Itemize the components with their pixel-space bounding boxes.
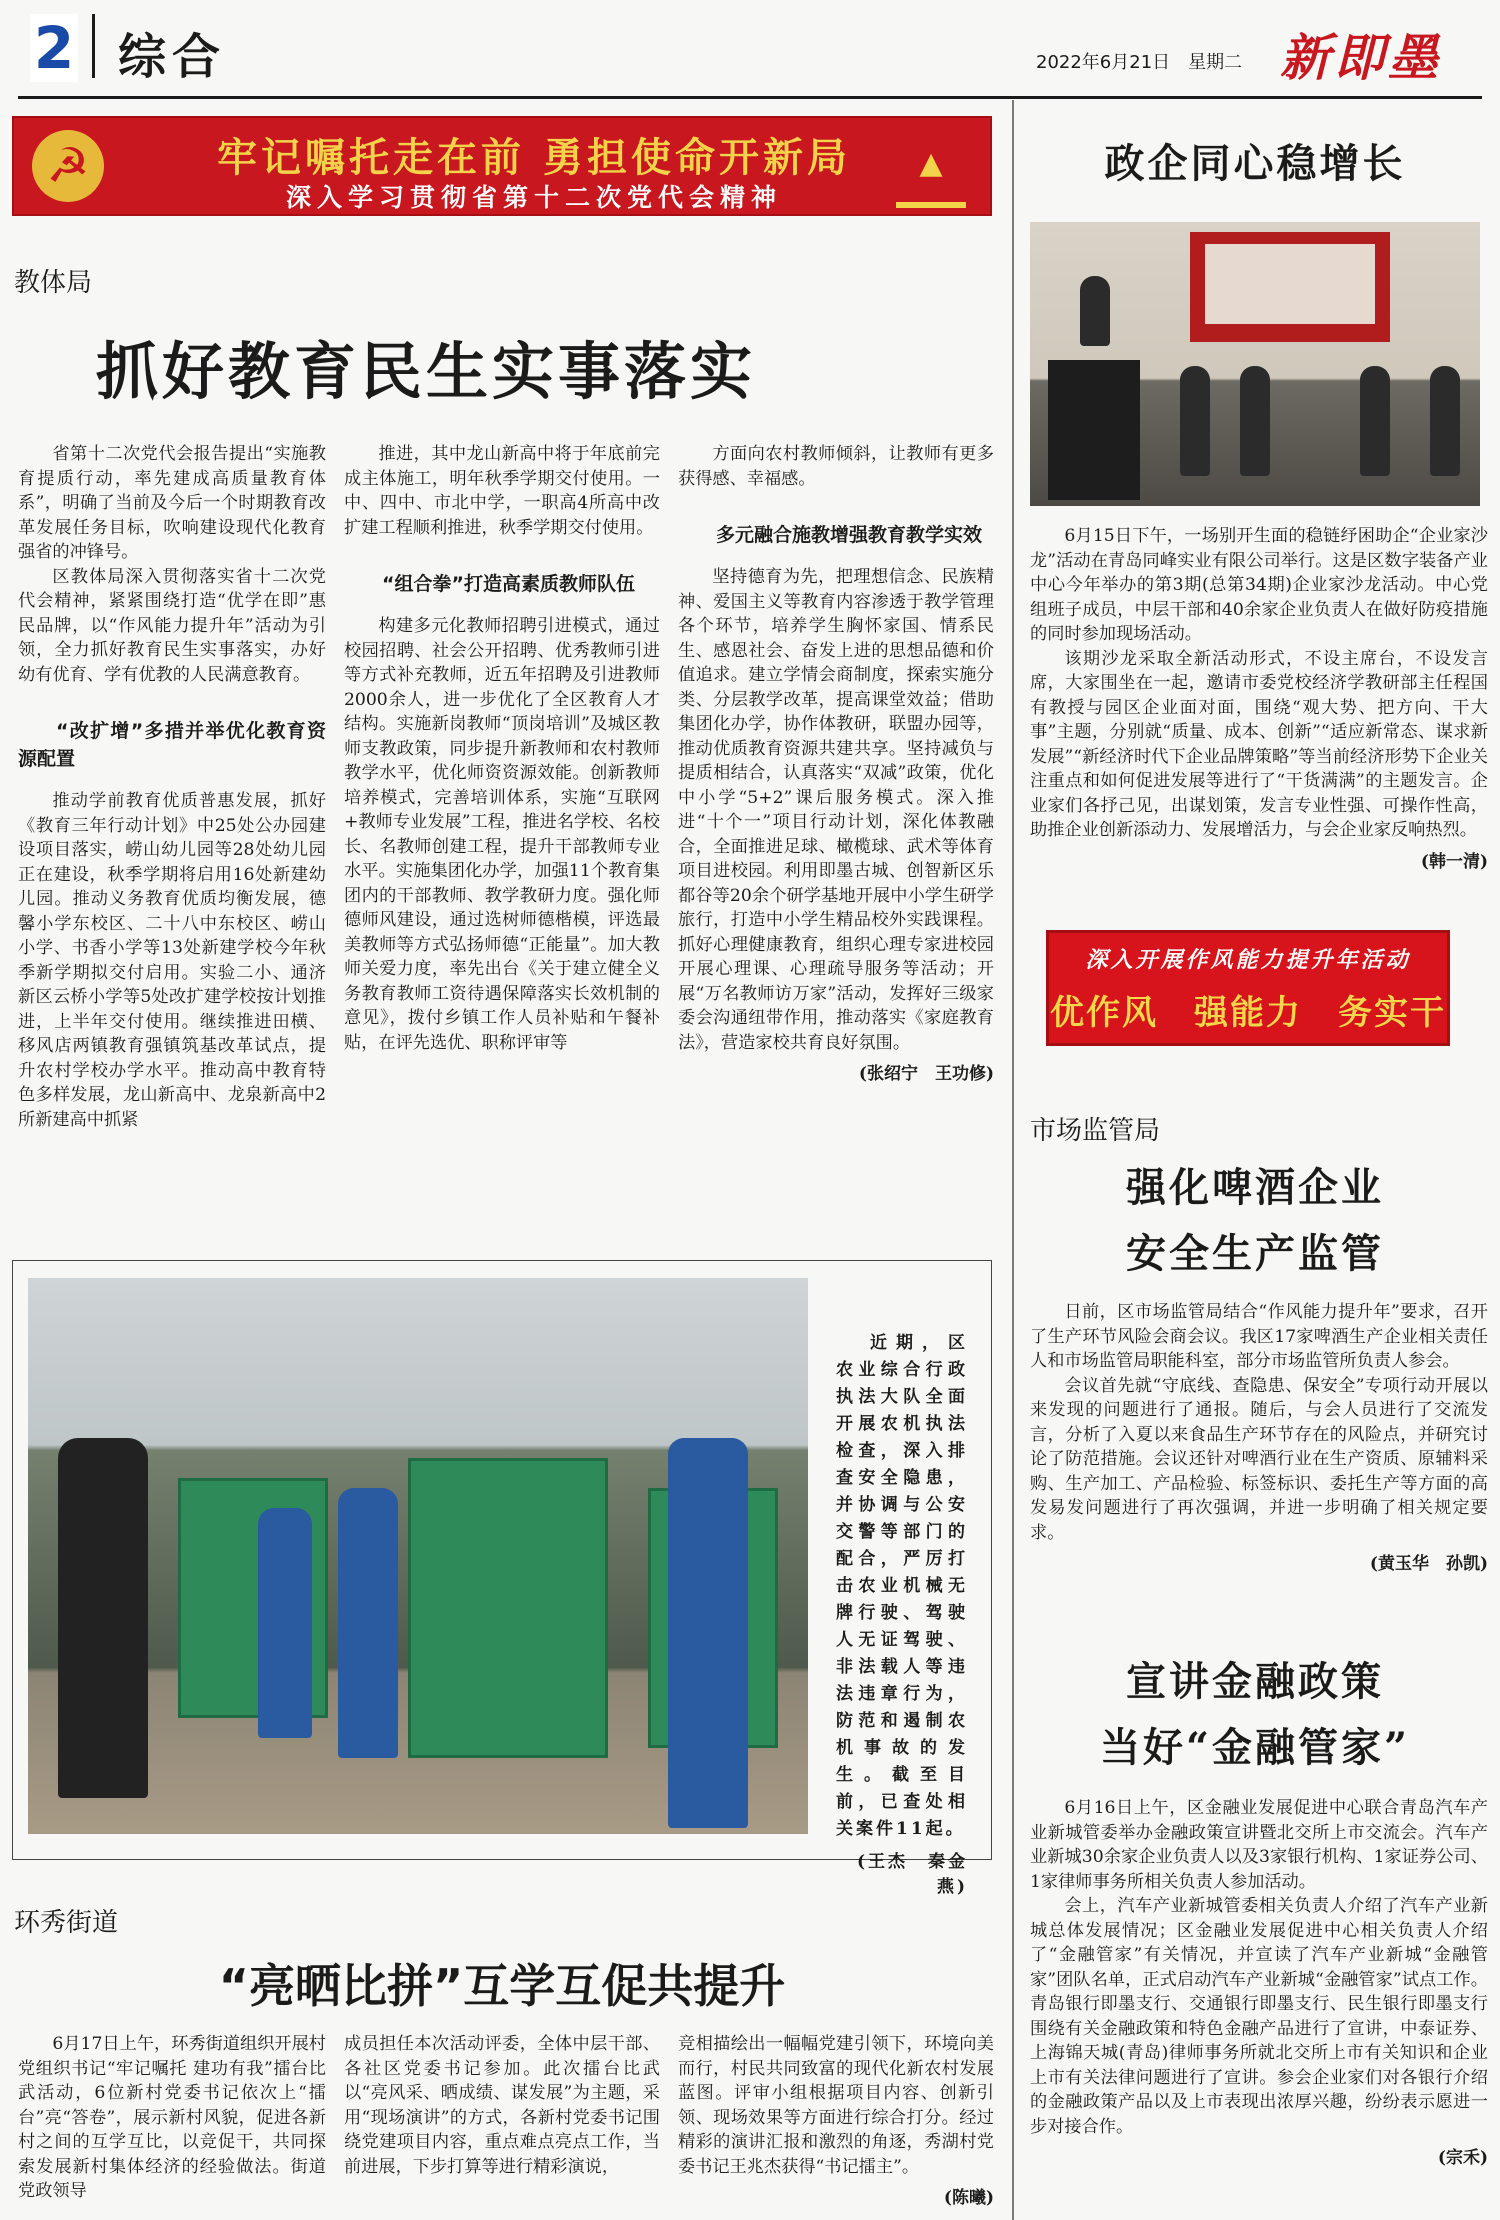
slogan-line-2: 优作风 强能力 务实干 [1050,993,1446,1033]
edu-column-3 [678,442,994,1242]
paragraph: 方面向农村教师倾斜，让教师有更多获得感、幸福感。 [678,444,994,489]
huanxiu-column-3 [678,2032,994,2218]
paragraph: 会上，汽车产业新城管委相关负责人介绍了汽车产业新城总体发展情况；区金融业发展促进中心相关负责人介绍了“金融管家”有关情况，并宣读了汽车产业新城“金融管家”团队名单，正式启动汽车产业新城“金融管家”试点工作。青岛银行即墨支行、交通银行即墨支行、民生银行即墨支行围绕有关金融政策和特色金融产品进行了宣讲，中泰证券、上海锦天城(青岛)律师事务所就北交所上市有关知识和企业上市有关法律问题进行了宣讲。参会企业家们对各银行介绍的金融政策产品以及上市表现出浓厚兴趣，纷纷表示愿进一步对接合作。 [1030,1896,1488,2137]
huanxiu-column-2 [344,2032,660,2216]
edu-column-1 [18,442,326,1232]
warehouse-inspection-photo [28,1278,808,1834]
section-label-market: 市场监管局 [1030,1116,1161,1146]
paragraph: 6月17日上午，环秀街道组织开展村党组织书记“牢记嘱托 建功有我”擂台比武活动，6位新村党委书记依次上“擂台”亮“答卷”，展示新村风貌，促进各新村之间的互学互比，以竞促干，共同探索发展新村集体经济的经验做法。街道党政领导 [18,2034,326,2201]
paragraph: 竞相描绘出一幅幅党建引领下，环境向美而行，村民共同致富的现代化新农村发展蓝图。评审小组根据项目内容、创新引领、现场效果等方面进行综合打分。经过精彩的演讲汇报和激烈的角逐，秀湖村党委书记王兆杰获得“书记擂主”。 [678,2034,994,2177]
subheading: “改扩增”多措并举优化教育资源配置 [18,720,326,770]
byline: (陈曦) [943,2188,994,2208]
paragraph: 日前，区市场监管局结合“作风能力提升年”要求，召开了生产环节风险会商会议。我区17家啤酒生产企业相关责任人和市场监管局职能科室，部分市场监管所负责人参会。 [1030,1302,1488,1371]
hammer-sickle-icon: ☭ [32,130,104,202]
paragraph: 会议首先就“守底线、查隐患、保安全”专项行动开展以来发现的问题进行了通报。随后，与会人员进行了交流发言，分析了入夏以来食品生产环节存在的风险点，并研究讨论了防范措施。会议还针对啤酒行业在生产资质、原辅料采购、生产加工、产品检验、标签标识、委托生产等方面的高发易发问题进行了再次强调，并进一步明确了相关规定要求。 [1030,1375,1488,1543]
paragraph: 区教体局深入贯彻落实省十二次党代会精神，紧紧围绕打造“优学在即”惠民品牌，以“作风能力提升年”活动为引领，全力抓好教育民生实事落实，办好幼有优育、学有优教的人民满意教育。 [18,566,326,685]
headline-finance-1: 宣讲金融政策 [1126,1658,1384,1705]
market-text [1030,1300,1488,1620]
headline-market-2: 安全生产监管 [1126,1230,1384,1277]
edu-column-2 [344,442,660,1232]
section-label-huanxiu: 环秀街道 [14,1908,119,1938]
byline: (王杰 秦金燕) [856,1852,968,1897]
issue-date: 2022年6月21日 星期二 [1036,52,1243,73]
paragraph: 该期沙龙采取全新活动形式，不设主席台，不设发言席，大家围坐在一起，邀请市委党校经济学教研部主任程国有教授与园区企业面对面，围绕“观大势、把方向、干大事”主题，分别就“质量、成本、创新”“适应新常态、谋求新发展”“新经济时代下企业品牌策略”等当前经济形势下企业关注重点和如何促进发展等进行了“干货满满”的主题发言。企业家们各抒己见，出谋划策，发言专业性强、可操作性高，助推企业创新添动力、发展增活力，与会企业家反响热烈。 [1030,648,1488,840]
slogan-line-1: 深入开展作风能力提升年活动 [1085,947,1411,973]
header-divider [92,14,95,78]
headline-market-1: 强化啤酒企业 [1126,1164,1384,1211]
byline: (韩一清) [1420,851,1488,872]
page-number: 2 [30,14,78,82]
headline-huanxiu: “亮晒比拼”互学互促共提升 [218,1959,786,2013]
section-label-edu: 教体局 [14,268,93,298]
banner-subtitle: 深入学习贯彻省第十二次党代会精神 [285,183,782,212]
gov-text [1030,524,1488,894]
section-title: 综合 [118,29,227,85]
salon-photo [1030,222,1480,506]
newspaper-logo: 新即墨 [1280,28,1442,87]
byline: (张绍宁 王功修) [858,1064,994,1084]
headline-edu: 抓好教育民生实事落实 [96,335,757,408]
paragraph: 推动学前教育优质普惠发展，抓好《教育三年行动计划》中25处公办园建设项目落实，崂山幼儿园等28处幼儿园正在建设，秋季学期将启用16处新建幼儿园。推动义务教育优质均衡发展，德馨小学东校区、二十八中东校区、崂山小学、书香小学等13处新建学校今年秋季新学期拟交付启用。实验二小、通济新区云桥小学等5处改扩建学校按计划推进，上半年交付使用。继续推进田横、移风店两镇教育强镇筑基改革试点，提升农村学校办学水平。推动高中教育特色多样发展，龙山新高中、龙泉新高中2所新建高中抓紧 [18,791,326,1130]
paragraph: 推进，其中龙山新高中将于年底前完成主体施工，明年秋季学期交付使用。一中、四中、市北中学，一职高4所高中改扩建工程顺利推进，秋季学期交付使用。 [344,444,660,538]
paragraph: 6月15日下午，一场别开生面的稳链纾困助企“企业家沙龙”活动在青岛同峰实业有限公司举行。这是区数字装备产业中心今年举办的第3期(总第34期)企业家沙龙活动。中心党组班子成员，中层干部和40余家企业负责人在做好防疫措施的同时参加现场活动。 [1030,526,1488,644]
slogan-box [1046,930,1450,1046]
subheading: “组合拳”打造高素质教师队伍 [382,573,635,595]
paragraph: 构建多元化教师招聘引进模式，通过校园招聘、社会公开招聘、优秀教师引进等方式补充教师，近五年招聘及引进教师2000余人，进一步优化了全区教育人才结构。实施新岗教师“顶岗培训”及城区教师支教政策，同步提升新教师和农村教师教学水平，优化师资资源效能。创新教师培养模式，完善培训体系，实施“互联网+教师专业发展”工程，推进名学校、名校长、名教师创建工程，提升干部教师专业水平。实施集团化办学，加强11个教育集团内的干部教师、教学教研力度。强化师德师风建设，通过选树师德楷模，评选最美教师等方式弘扬师德“正能量”。加大教师关爱力度，率先出台《关于建立健全义务教育教师工资待遇保障落实长效机制的意见》，拨付乡镇工作人员补贴和午餐补贴，在评先选优、职称评审等 [344,616,660,1053]
theme-banner [12,116,992,216]
paragraph: 6月16日上午，区金融业发展促进中心联合青岛汽车产业新城管委举办金融政策宣讲暨北交所上市交流会。汽车产业新城30余家企业负责人以及3家银行机构、1家证券公司、1家律师事务所相关负责人参加活动。 [1030,1798,1488,1892]
subheading: 多元融合施教增强教育教学实效 [716,524,983,546]
paragraph: 坚持德育为先，把理想信念、民族精神、爱国主义等教育内容渗透于教学管理各个环节，培养学生胸怀家国、情系民生、感恩社会、奋发上进的思想品德和价值追求。建立学情会商制度，探索实施分类、分层教学改革，提高课堂效益；借助集团化办学，协作体教研，联盟办园等，推动优质教育资源共建共享。坚持减负与提质相结合，认真落实“双减”政策，优化中小学“5+2”课后服务模式。深入推进“十个一”项目行动计划，深化体教融合，全面推进足球、橄榄球、武术等体育项目进校园。利用即墨古城、创智新区乐都谷等20余个研学基地开展中小学生研学旅行，打造中小学生精品校外实践课程。抓好心理健康教育，组织心理专家进校园开展心理课、心理疏导服务等活动；开展“万名教师访万家”活动，发挥好三级家委会沟通纽带作用，推动落实《家庭教育法》，营造家校共育良好氛围。 [678,567,994,1053]
headline-gov: 政企同心稳增长 [1104,140,1406,187]
column-separator [1012,100,1014,2220]
banner-title: 牢记嘱托走在前 勇担使命开新局 [217,134,851,181]
photo-caption [836,1330,968,1897]
finance-text [1030,1796,1488,2216]
caption-text: 近期，区农业综合行政执法大队全面开展农机执法检查，深入排查安全隐患，并协调与公安交警等部门的配合，严厉打击农业机械无牌行驶、驾驶人无证驾驶、非法载人等违法违章行为，防范和遏制农机事故的发生。截至目前，已查处相关案件11起。 [836,1333,968,1839]
paragraph: 成员担任本次活动评委，全体中层干部、各社区党委书记参加。此次擂台比武以“亮风采、晒成绩、谋发展”为主题，采用“现场演讲”的方式，各新村党委书记围绕党建项目内容，重点难点亮点工作，当前进展，下步打算等进行精彩演说， [344,2034,660,2177]
headline-finance-2: 当好“金融管家” [1099,1724,1410,1771]
header-rule [18,96,1482,99]
city-skyline-icon: ▲ [896,146,966,208]
byline: (黄玉华 孙凯) [1369,1554,1488,1574]
paragraph: 省第十二次党代会报告提出“实施教育提质行动，率先建成高质量教育体系”，明确了当前及今后一个时期教育改革发展任务目标，吹响建设现代化教育强省的冲锋号。 [18,444,326,562]
byline: (宗禾) [1437,2148,1488,2168]
huanxiu-column-1 [18,2032,326,2216]
